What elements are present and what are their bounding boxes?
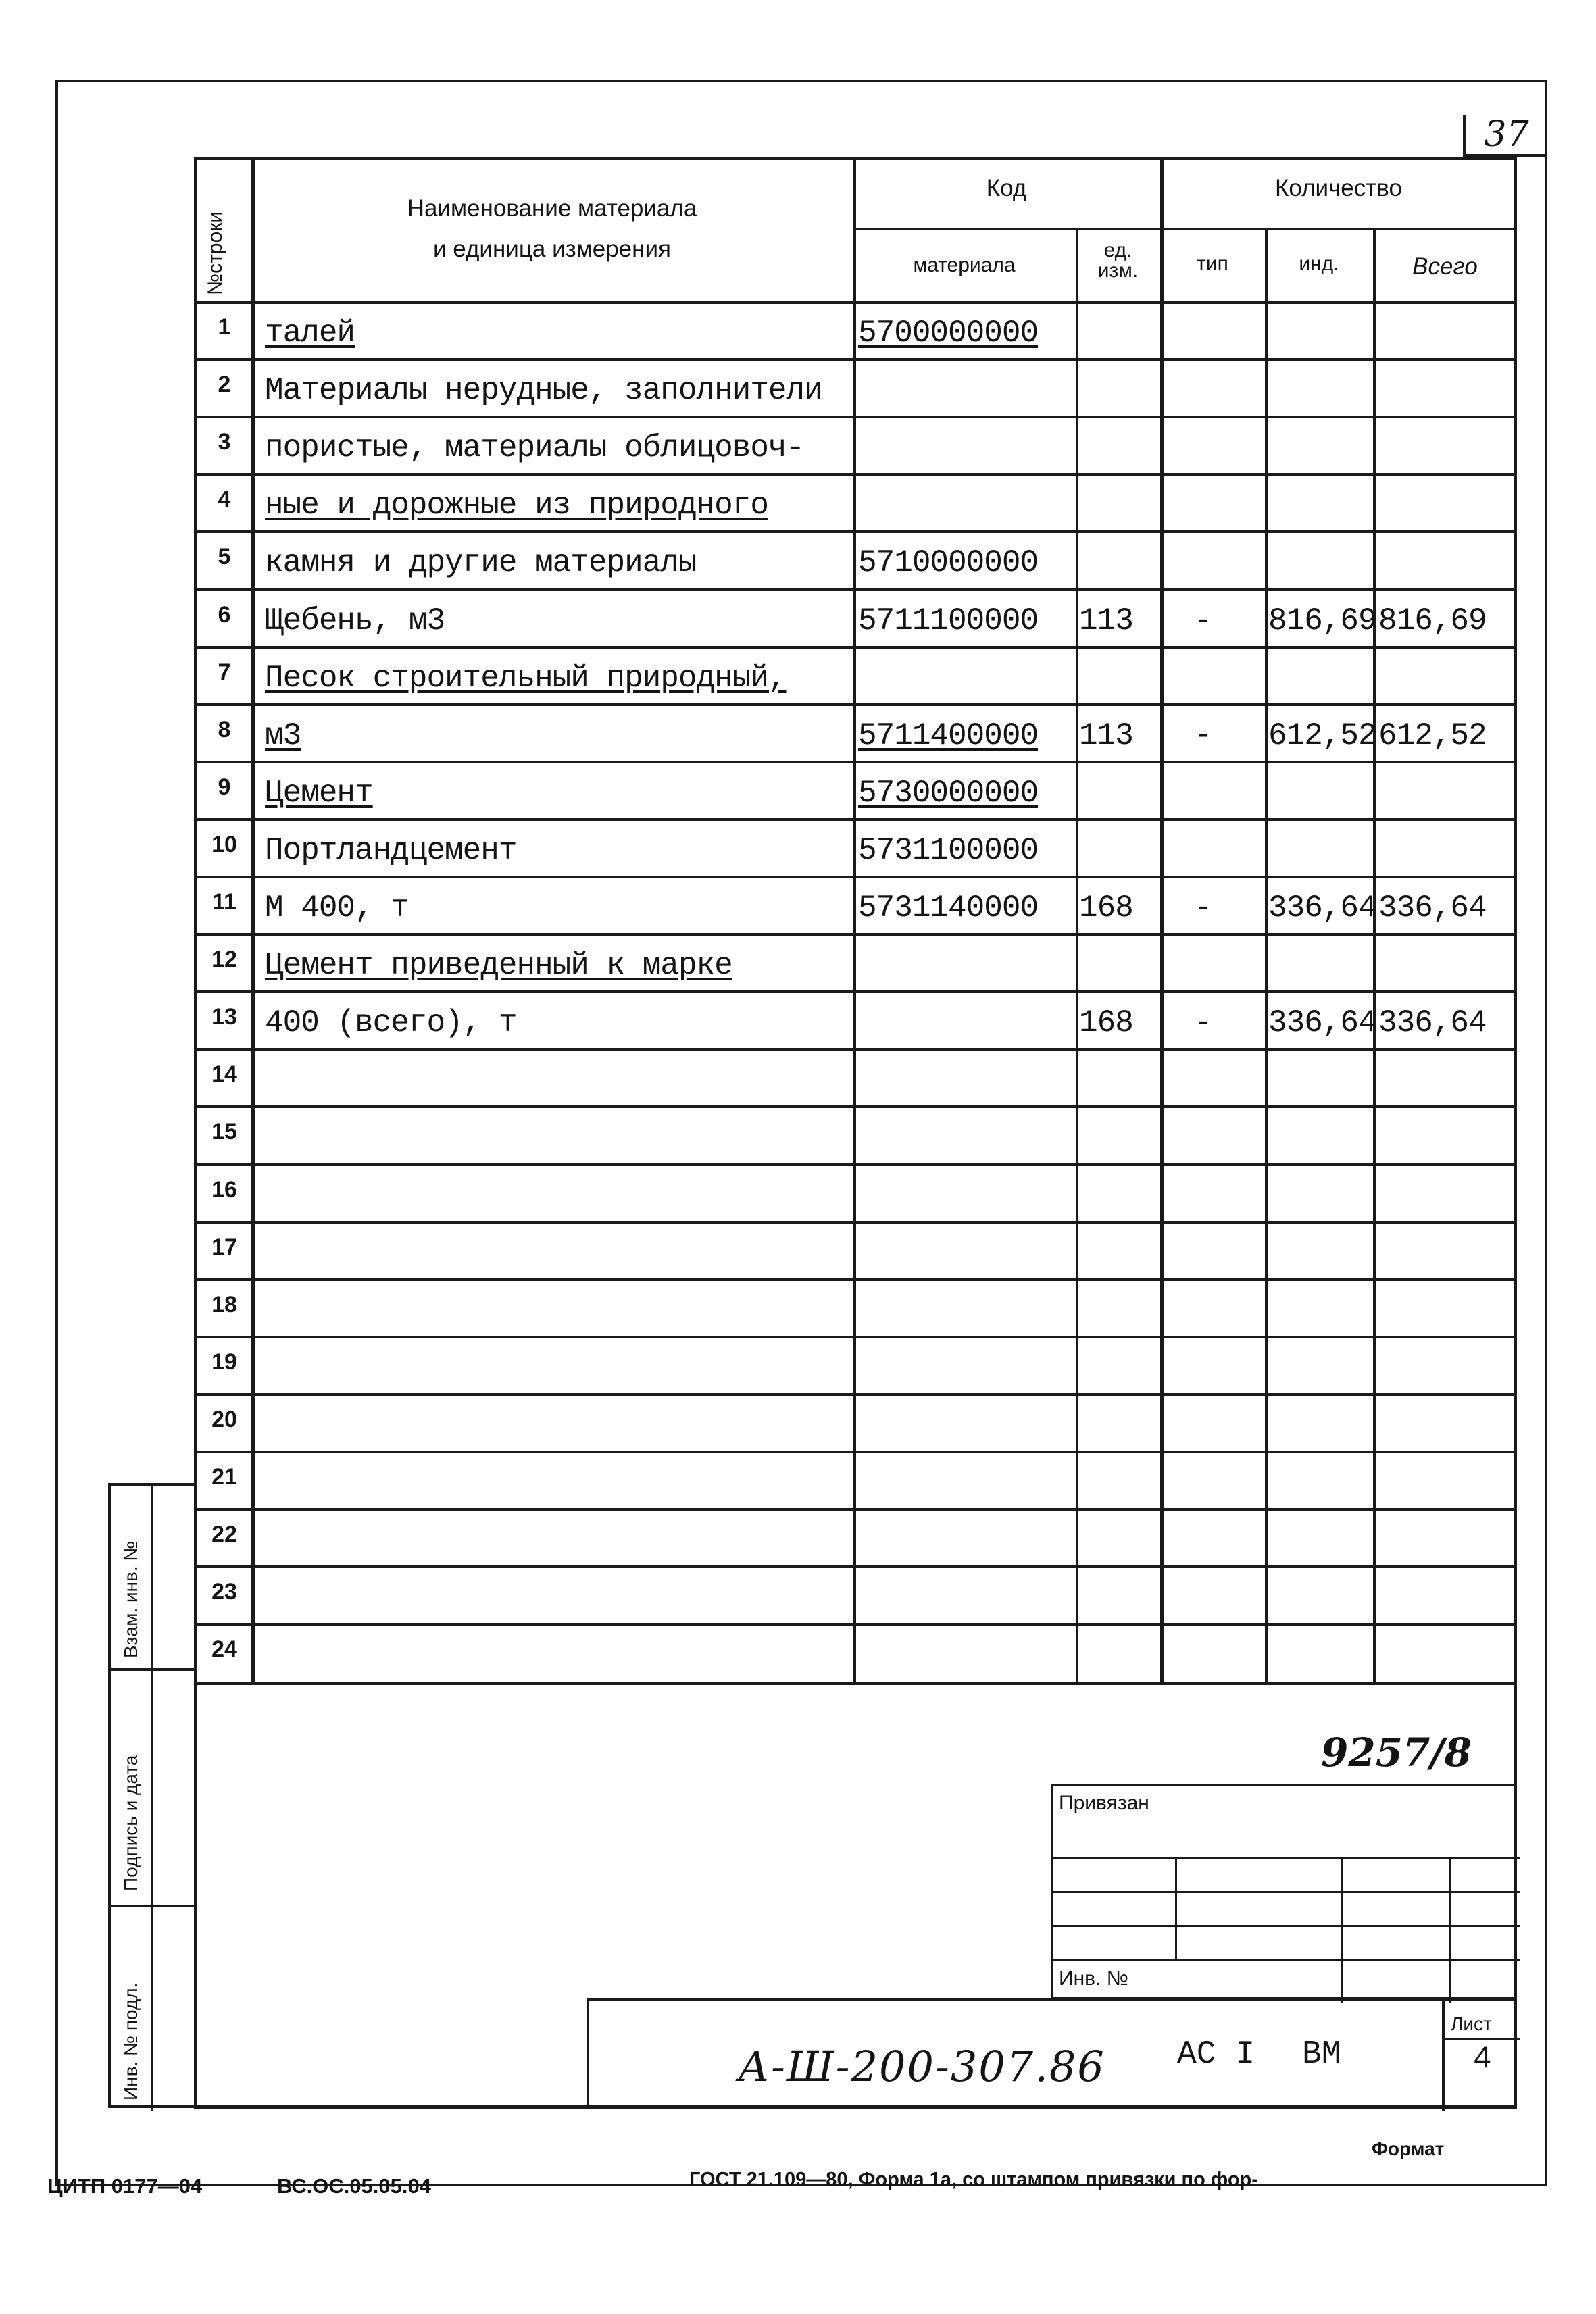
row-number: 14 xyxy=(211,1061,237,1088)
row-13-type: - xyxy=(1194,1005,1212,1041)
row-number: 12 xyxy=(211,947,237,973)
row-10-name: Портландцемент xyxy=(265,832,517,868)
row-8-unit: 113 xyxy=(1079,718,1133,753)
header-code-unit-1: ед. xyxy=(1103,239,1132,261)
row-7-name: Песок строительный природный, xyxy=(265,660,787,696)
privyazan-label: Привязан xyxy=(1059,1792,1149,1814)
materials-table xyxy=(194,157,1517,1685)
row-3-name: пористые, материалы облицовоч- xyxy=(265,430,805,466)
row-8-total: 612,52 xyxy=(1378,718,1487,753)
header-qty-ind: инд. xyxy=(1299,253,1339,275)
footer-format: Формат xyxy=(1372,2138,1445,2159)
mark-vm: ВМ xyxy=(1302,2036,1341,2073)
row-6-unit: 113 xyxy=(1079,603,1133,638)
footer-left-2: ВС.ОС.05.05.04 xyxy=(277,2174,431,2198)
row-number: 3 xyxy=(218,429,231,455)
header-qty-total: Всего xyxy=(1412,253,1478,280)
header-name-line2: и единица измерения xyxy=(433,236,671,262)
header-qty-type: тип xyxy=(1197,253,1228,275)
row-number: 18 xyxy=(211,1291,237,1317)
header-code: Код xyxy=(986,175,1027,201)
row-number: 13 xyxy=(211,1004,237,1030)
inv-no-label: Инв. № xyxy=(1059,1967,1128,1990)
header-code-unit-2: изм. xyxy=(1097,259,1139,282)
row-number: 9 xyxy=(218,774,231,800)
header-row-number: №строки xyxy=(204,211,226,295)
privyazan-stamp xyxy=(1051,1784,1517,2000)
header-name-line1: Наименование материала xyxy=(407,195,697,222)
header-quantity: Количество xyxy=(1275,175,1402,201)
row-6-name: Щебень, м3 xyxy=(265,603,445,638)
row-8-ind: 612,52 xyxy=(1268,718,1376,753)
handwritten-number: 9257/8 xyxy=(1321,1730,1472,1776)
row-5-name: камня и другие материалы xyxy=(265,545,697,581)
side-field-podpis: Подпись и дата xyxy=(120,1755,141,1891)
row-13-unit: 168 xyxy=(1079,1005,1133,1041)
row-number: 17 xyxy=(211,1234,237,1260)
footer-left-1: ЦИТП 0177—04 xyxy=(47,2174,203,2198)
row-9-name: Цемент xyxy=(265,775,373,811)
row-13-total: 336,64 xyxy=(1378,1005,1487,1041)
row-number: 11 xyxy=(212,889,236,915)
row-1-code: 5700000000 xyxy=(858,316,1039,351)
row-number: 15 xyxy=(211,1119,237,1145)
row-number: 4 xyxy=(218,486,231,513)
row-4-name: ные и дорожные из природного xyxy=(265,488,768,524)
row-6-total: 816,69 xyxy=(1378,603,1487,638)
row-6-ind: 816,69 xyxy=(1268,603,1376,638)
row-6-code: 5711100000 xyxy=(858,603,1039,638)
list-label: Лист xyxy=(1451,2013,1492,2034)
row-number: 23 xyxy=(211,1579,237,1605)
row-12-name: Цемент приведенный к марке xyxy=(265,948,732,984)
table-lower-area xyxy=(194,1685,197,2108)
row-11-ind: 336,64 xyxy=(1268,890,1376,926)
row-11-total: 336,64 xyxy=(1378,890,1487,926)
row-number: 21 xyxy=(211,1464,237,1490)
row-number: 24 xyxy=(211,1636,237,1663)
row-number: 1 xyxy=(218,314,231,340)
row-number: 6 xyxy=(218,601,231,628)
row-number: 19 xyxy=(211,1349,237,1375)
row-number: 5 xyxy=(218,544,231,570)
side-binding-block xyxy=(108,1483,194,2108)
sheet-number: 37 xyxy=(1463,115,1547,157)
row-number: 20 xyxy=(211,1406,237,1432)
row-number: 10 xyxy=(211,831,237,857)
row-11-name: М 400, т xyxy=(265,890,409,926)
side-field-inv-podl: Инв. № подл. xyxy=(120,1982,141,2101)
header-code-material: материала xyxy=(913,254,1016,276)
row-10-code: 5731100000 xyxy=(858,832,1039,868)
row-13-ind: 336,64 xyxy=(1268,1005,1376,1041)
title-block xyxy=(587,1998,1517,2108)
list-value: 4 xyxy=(1473,2042,1492,2077)
side-field-vzam: Взам. инв. № xyxy=(120,1540,141,1658)
row-5-code: 5710000000 xyxy=(858,545,1039,581)
row-8-code: 5711400000 xyxy=(858,718,1039,753)
row-11-unit: 168 xyxy=(1079,890,1133,926)
row-8-type: - xyxy=(1194,718,1212,753)
row-1-name: талей xyxy=(265,316,355,351)
row-number: 16 xyxy=(211,1176,237,1203)
row-11-type: - xyxy=(1194,890,1212,926)
row-number: 22 xyxy=(211,1521,237,1548)
footer-center: ГОСТ 21.109—80, Форма 1а, со штампом привязки по фор- xyxy=(689,2169,1258,2190)
row-number: 8 xyxy=(218,716,231,743)
row-2-name: Материалы нерудные, заполнители xyxy=(265,373,822,409)
mark-ac: АС I xyxy=(1177,2036,1255,2073)
row-9-code: 5730000000 xyxy=(858,775,1039,811)
row-number: 2 xyxy=(218,372,231,398)
row-6-type: - xyxy=(1194,603,1212,638)
row-13-name: 400 (всего), т xyxy=(265,1005,517,1041)
row-number: 7 xyxy=(218,659,231,685)
document-code: А-Ш-200-307.86 xyxy=(738,2042,1105,2091)
row-11-code: 5731140000 xyxy=(858,890,1039,926)
row-8-name: м3 xyxy=(265,718,301,753)
